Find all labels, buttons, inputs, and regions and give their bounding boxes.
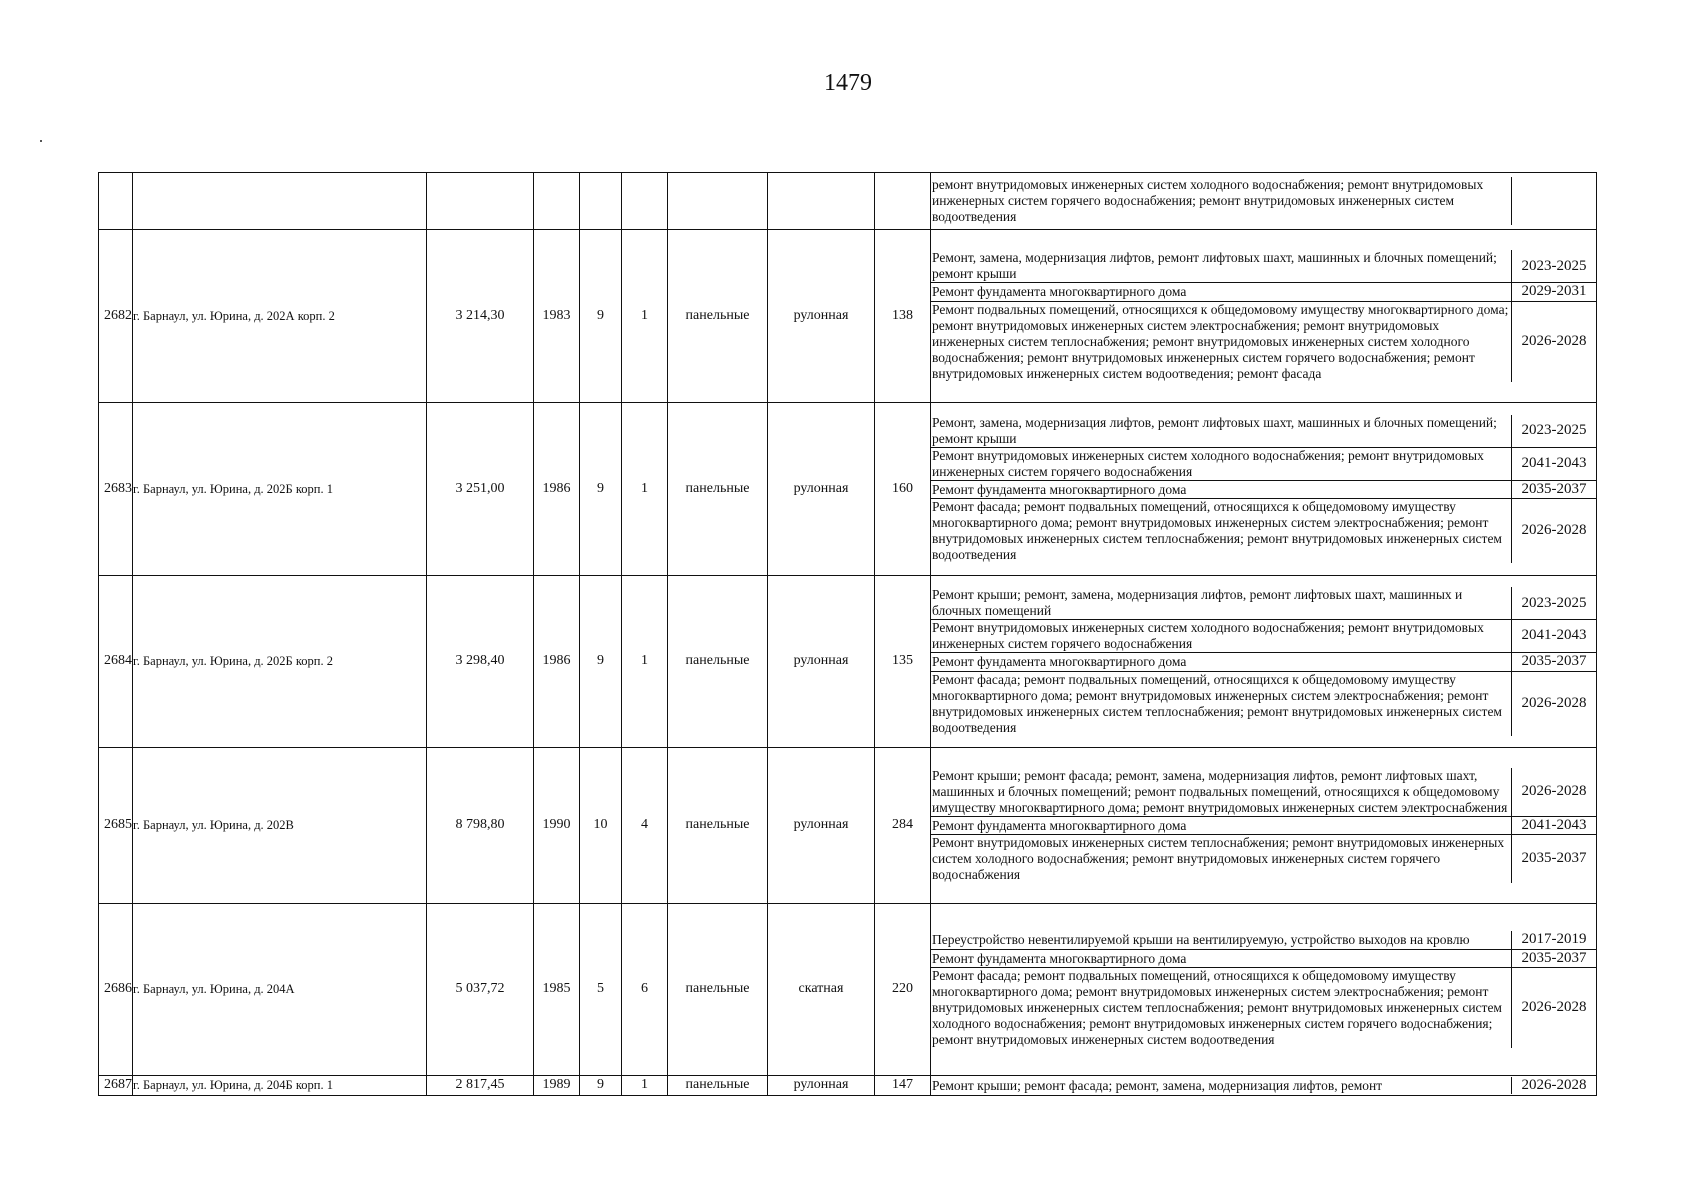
work-description: Ремонт фундамента многоквартирного дома — [931, 480, 1512, 499]
house-address: г. Барнаул, ул. Юрина, д. 204Б корп. 1 — [133, 1076, 427, 1096]
house-area: 3 214,30 — [427, 230, 534, 403]
works-table — [931, 415, 1596, 563]
roof-type: рулонная — [768, 230, 875, 403]
house-area: 3 298,40 — [427, 576, 534, 748]
floor-count: 9 — [580, 1076, 622, 1096]
entrance-count: 1 — [622, 230, 668, 403]
work-period: 2041-2043 — [1512, 816, 1597, 835]
resident-count: 135 — [875, 576, 931, 748]
house-number: 2687 — [99, 1076, 133, 1096]
floor-count: 10 — [580, 748, 622, 904]
house-area: 3 251,00 — [427, 403, 534, 576]
table-row — [99, 403, 1597, 576]
work-item — [931, 447, 1596, 480]
work-item — [931, 301, 1596, 381]
page-number: 1479 — [824, 70, 872, 96]
build-year — [534, 173, 580, 230]
work-description: Ремонт крыши; ремонт, замена, модернизация лифтов, ремонт лифтовых шахт, машинных и блочных помещений — [932, 587, 1463, 619]
house-address: г. Барнаул, ул. Юрина, д. 204А — [133, 904, 427, 1076]
work-item — [931, 177, 1596, 225]
floor-count: 9 — [580, 230, 622, 403]
wall-material: панельные — [668, 748, 768, 904]
works-cell — [931, 576, 1597, 748]
work-period: 2029-2031 — [1512, 283, 1597, 302]
scan-speck — [40, 140, 42, 142]
house-address: г. Барнаул, ул. Юрина, д. 202Б корп. 2 — [133, 576, 427, 748]
work-description: Ремонт внутридомовых инженерных систем холодного водоснабжения; ремонт внутридомовых инженерных систем горячего водоснабжения — [931, 447, 1512, 480]
wall-material — [668, 173, 768, 230]
work-description: Ремонт, замена, модернизация лифтов, ремонт лифтовых шахт, машинных и блочных помещений; ремонт крыши — [932, 250, 1497, 282]
work-description: Ремонт крыши; ремонт фасада; ремонт, замена, модернизация лифтов, ремонт лифтовых шахт, машинных и блочных помещений; ремонт подвальных помещений, относящихся к общедомовому имуществу многоквартирного дома; ремонт внутридомовых инженерных систем электроснабжения — [932, 767, 1508, 815]
build-year: 1986 — [534, 403, 580, 576]
works-cell — [931, 904, 1597, 1076]
table-row — [99, 230, 1597, 403]
work-period: 2026-2028 — [1512, 301, 1597, 381]
register-body — [99, 173, 1597, 1096]
works-table — [931, 177, 1596, 225]
entrance-count: 1 — [622, 576, 668, 748]
wall-material: панельные — [668, 904, 768, 1076]
floor-count: 9 — [580, 403, 622, 576]
table-row — [99, 904, 1597, 1076]
house-number: 2682 — [99, 230, 133, 403]
work-description: Ремонт крыши; ремонт фасада; ремонт, замена, модернизация лифтов, ремонт — [932, 1077, 1383, 1093]
work-item — [931, 653, 1596, 672]
house-number: 2686 — [99, 904, 133, 1076]
table-row — [99, 576, 1597, 748]
works-table — [931, 587, 1596, 735]
work-period: 2041-2043 — [1512, 620, 1597, 653]
work-description: Ремонт фасада; ремонт подвальных помещений, относящихся к общедомовому имуществу многоквартирного дома; ремонт внутридомовых инженерных систем электроснабжения; ремонт внутридомовых инженерных систем теплоснабжения; ремонт внутридомовых инженерных систем водоотведения — [931, 499, 1512, 563]
house-number: 2685 — [99, 748, 133, 904]
work-period: 2026-2028 — [1512, 968, 1597, 1048]
work-period: 2026-2028 — [1512, 768, 1597, 816]
wall-material: панельные — [668, 230, 768, 403]
work-period: 2035-2037 — [1512, 835, 1597, 883]
work-period: 2023-2025 — [1512, 587, 1597, 619]
entrance-count: 4 — [622, 748, 668, 904]
house-number — [99, 173, 133, 230]
work-description: Ремонт фундамента многоквартирного дома — [931, 653, 1512, 672]
work-item — [931, 968, 1596, 1048]
work-item — [931, 499, 1596, 563]
resident-count: 147 — [875, 1076, 931, 1096]
work-item — [931, 949, 1596, 968]
work-description: Переустройство невентилируемой крыши на вентилируемую, устройство выходов на кровлю — [932, 931, 1470, 947]
work-item — [931, 835, 1596, 883]
work-description: Ремонт внутридомовых инженерных систем теплоснабжения; ремонт внутридомовых инженерных систем холодного водоснабжения; ремонт внутридомовых инженерных систем горячего водоснабжения — [931, 835, 1512, 883]
resident-count: 220 — [875, 904, 931, 1076]
table-row — [99, 173, 1597, 230]
work-period: 2017-2019 — [1512, 931, 1597, 949]
entrance-count: 1 — [622, 403, 668, 576]
work-description: Ремонт фасада; ремонт подвальных помещений, относящихся к общедомовому имуществу многоквартирного дома; ремонт внутридомовых инженерных систем электроснабжения; ремонт внутридомовых инженерных систем теплоснабжения; ремонт внутридомовых инженерных систем холодного водоснабжения; ремонт внутридомовых инженерных систем горячего водоснабжения; ремонт внутридомовых инженерных систем водоотведения — [931, 968, 1512, 1048]
house-area: 5 037,72 — [427, 904, 534, 1076]
build-year: 1986 — [534, 576, 580, 748]
resident-count: 284 — [875, 748, 931, 904]
build-year: 1990 — [534, 748, 580, 904]
work-description: Ремонт фундамента многоквартирного дома — [931, 283, 1512, 302]
work-period: 2026-2028 — [1512, 671, 1597, 735]
roof-type: рулонная — [768, 576, 875, 748]
house-area — [427, 173, 534, 230]
works-cell — [931, 173, 1597, 230]
resident-count: 138 — [875, 230, 931, 403]
work-description: Ремонт внутридомовых инженерных систем холодного водоснабжения; ремонт внутридомовых инженерных систем горячего водоснабжения — [931, 620, 1512, 653]
house-address: г. Барнаул, ул. Юрина, д. 202А корп. 2 — [133, 230, 427, 403]
works-table — [931, 768, 1596, 883]
works-table — [931, 931, 1596, 1048]
works-cell — [931, 230, 1597, 403]
work-item — [931, 415, 1596, 447]
house-number: 2684 — [99, 576, 133, 748]
work-item — [931, 931, 1596, 949]
works-cell — [931, 1076, 1597, 1096]
roof-type: рулонная — [768, 403, 875, 576]
house-area: 8 798,80 — [427, 748, 534, 904]
wall-material: панельные — [668, 403, 768, 576]
entrance-count — [622, 173, 668, 230]
works-table — [931, 250, 1596, 381]
work-description: Ремонт фундамента многоквартирного дома — [931, 816, 1512, 835]
work-period: 2035-2037 — [1512, 480, 1597, 499]
roof-type: рулонная — [768, 1076, 875, 1096]
work-item — [931, 1077, 1596, 1095]
work-description: Ремонт, замена, модернизация лифтов, ремонт лифтовых шахт, машинных и блочных помещений; ремонт крыши — [932, 414, 1497, 446]
works-cell — [931, 403, 1597, 576]
floor-count: 9 — [580, 576, 622, 748]
work-period: 2035-2037 — [1512, 653, 1597, 672]
work-period: 2023-2025 — [1512, 415, 1597, 447]
house-number: 2683 — [99, 403, 133, 576]
work-item — [931, 283, 1596, 302]
work-item — [931, 620, 1596, 653]
work-description: ремонт внутридомовых инженерных систем холодного водоснабжения; ремонт внутридомовых инженерных систем горячего водоснабжения; ремонт внутридомовых инженерных систем водоотведения — [932, 177, 1484, 224]
entrance-count: 6 — [622, 904, 668, 1076]
wall-material: панельные — [668, 1076, 768, 1096]
house-address: г. Барнаул, ул. Юрина, д. 202Б корп. 1 — [133, 403, 427, 576]
work-description: Ремонт фасада; ремонт подвальных помещений, относящихся к общедомовому имуществу многоквартирного дома; ремонт внутридомовых инженерных систем электроснабжения; ремонт внутридомовых инженерных систем теплоснабжения; ремонт внутридомовых инженерных систем водоотведения — [931, 671, 1512, 735]
resident-count: 160 — [875, 403, 931, 576]
entrance-count: 1 — [622, 1076, 668, 1096]
work-period: 2023-2025 — [1512, 250, 1597, 282]
floor-count: 5 — [580, 904, 622, 1076]
work-item — [931, 671, 1596, 735]
roof-type: скатная — [768, 904, 875, 1076]
floor-count — [580, 173, 622, 230]
roof-type: рулонная — [768, 748, 875, 904]
work-item — [931, 768, 1596, 816]
work-item — [931, 480, 1596, 499]
works-table — [931, 1077, 1596, 1095]
roof-type — [768, 173, 875, 230]
work-item — [931, 250, 1596, 282]
housing-register-table — [98, 172, 1597, 1096]
work-period: 2026-2028 — [1512, 1077, 1597, 1095]
works-cell — [931, 748, 1597, 904]
table-row — [99, 748, 1597, 904]
build-year: 1989 — [534, 1076, 580, 1096]
work-description: Ремонт подвальных помещений, относящихся к общедомовому имуществу многоквартирного дома; ремонт внутридомовых инженерных систем электроснабжения; ремонт внутридомовых инженерных систем теплоснабжения; ремонт внутридомовых инженерных систем холодного водоснабжения; ремонт внутридомовых инженерных систем горячего водоснабжения; ремонт внутридомовых инженерных систем водоотведения; ремонт фасада — [931, 301, 1512, 381]
work-period: 2035-2037 — [1512, 949, 1597, 968]
work-period: 2026-2028 — [1512, 499, 1597, 563]
house-address: г. Барнаул, ул. Юрина, д. 202В — [133, 748, 427, 904]
work-item — [931, 587, 1596, 619]
work-description: Ремонт фундамента многоквартирного дома — [931, 949, 1512, 968]
build-year: 1985 — [534, 904, 580, 1076]
wall-material: панельные — [668, 576, 768, 748]
table-row — [99, 1076, 1597, 1096]
house-address — [133, 173, 427, 230]
work-item — [931, 816, 1596, 835]
build-year: 1983 — [534, 230, 580, 403]
house-area: 2 817,45 — [427, 1076, 534, 1096]
work-period: 2041-2043 — [1512, 447, 1597, 480]
work-period — [1512, 177, 1597, 225]
resident-count — [875, 173, 931, 230]
